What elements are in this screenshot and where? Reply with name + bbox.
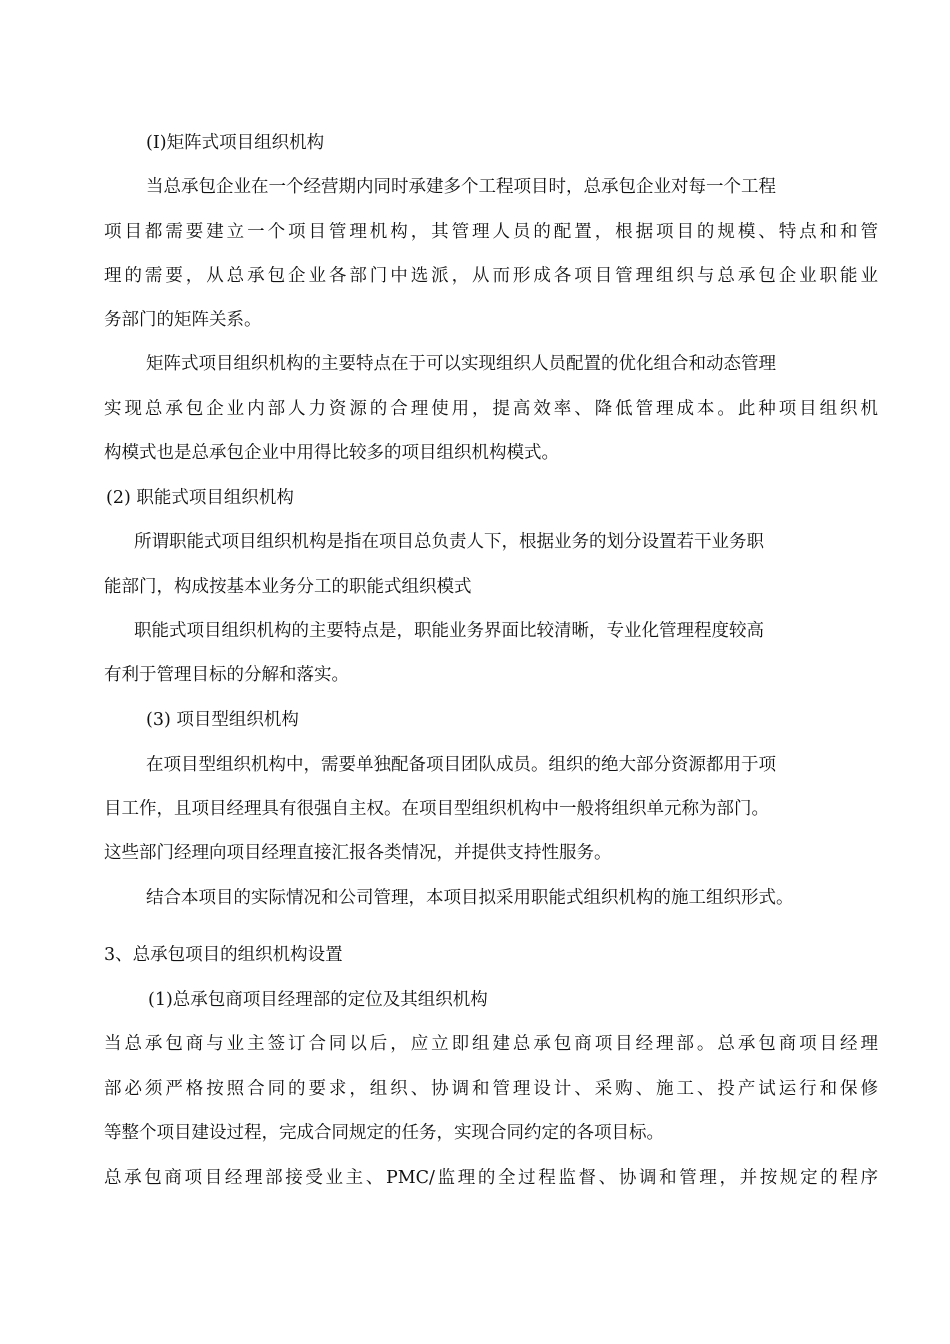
heading-project-organization: (3) 项目型组织机构 bbox=[146, 710, 299, 730]
paragraph-line: 当总承包商与业主签订合同以后，应立即组建总承包商项目经理部。总承包商项目经理 bbox=[104, 1034, 878, 1054]
paragraph-line: 项目都需要建立一个项目管理机构，其管理人员的配置，根据项目的规模、特点和和管 bbox=[104, 222, 878, 242]
paragraph-line: 等整个项目建设过程，完成合同规定的任务，实现合同约定的各项目标。 bbox=[104, 1123, 664, 1143]
paragraph-line: 这些部门经理向项目经理直接汇报各类情况，并提供支持性服务。 bbox=[104, 843, 612, 863]
paragraph-line: 有利于管理目标的分解和落实。 bbox=[104, 665, 349, 685]
paragraph-line: 当总承包企业在一个经营期内同时承建多个工程项目时，总承包企业对每一个工程 bbox=[146, 177, 776, 197]
subsection-heading: (1)总承包商项目经理部的定位及其组织机构 bbox=[148, 990, 488, 1010]
section-heading: 3、总承包项目的组织机构设置 bbox=[104, 945, 343, 965]
paragraph-line: 职能式项目组织机构的主要特点是，职能业务界面比较清晰，专业化管理程度较高 bbox=[134, 621, 764, 641]
heading-functional-organization: (2) 职能式项目组织机构 bbox=[106, 488, 294, 508]
paragraph-line: 能部门，构成按基本业务分工的职能式组织模式 bbox=[104, 577, 472, 597]
paragraph-line: 目工作，且项目经理具有很强自主权。在项目型组织机构中一般将组织单元称为部门。 bbox=[104, 799, 769, 819]
paragraph-line: 所谓职能式项目组织机构是指在项目总负责人下，根据业务的划分设置若干业务职 bbox=[134, 532, 764, 552]
paragraph-line: 实现总承包企业内部人力资源的合理使用，提高效率、降低管理成本。此种项目组织机 bbox=[104, 399, 878, 419]
paragraph-line: 构模式也是总承包企业中用得比较多的项目组织机构模式。 bbox=[104, 443, 559, 463]
paragraph-line: 务部门的矩阵关系。 bbox=[104, 310, 262, 330]
paragraph-line: 部必须严格按照合同的要求，组织、协调和管理设计、采购、施工、投产试运行和保修 bbox=[104, 1079, 878, 1099]
paragraph-line: 理的需要，从总承包企业各部门中选派，从而形成各项目管理组织与总承包企业职能业 bbox=[104, 266, 878, 286]
paragraph-line: 总承包商项目经理部接受业主、PMC/监理的全过程监督、协调和管理，并按规定的程序 bbox=[104, 1168, 878, 1188]
heading-matrix-organization: (I)矩阵式项目组织机构 bbox=[146, 133, 325, 153]
paragraph-line: 结合本项目的实际情况和公司管理，本项目拟采用职能式组织机构的施工组织形式。 bbox=[146, 888, 794, 908]
paragraph-line: 矩阵式项目组织机构的主要特点在于可以实现组织人员配置的优化组合和动态管理 bbox=[146, 354, 776, 374]
paragraph-line: 在项目型组织机构中，需要单独配备项目团队成员。组织的绝大部分资源都用于项 bbox=[146, 755, 776, 775]
